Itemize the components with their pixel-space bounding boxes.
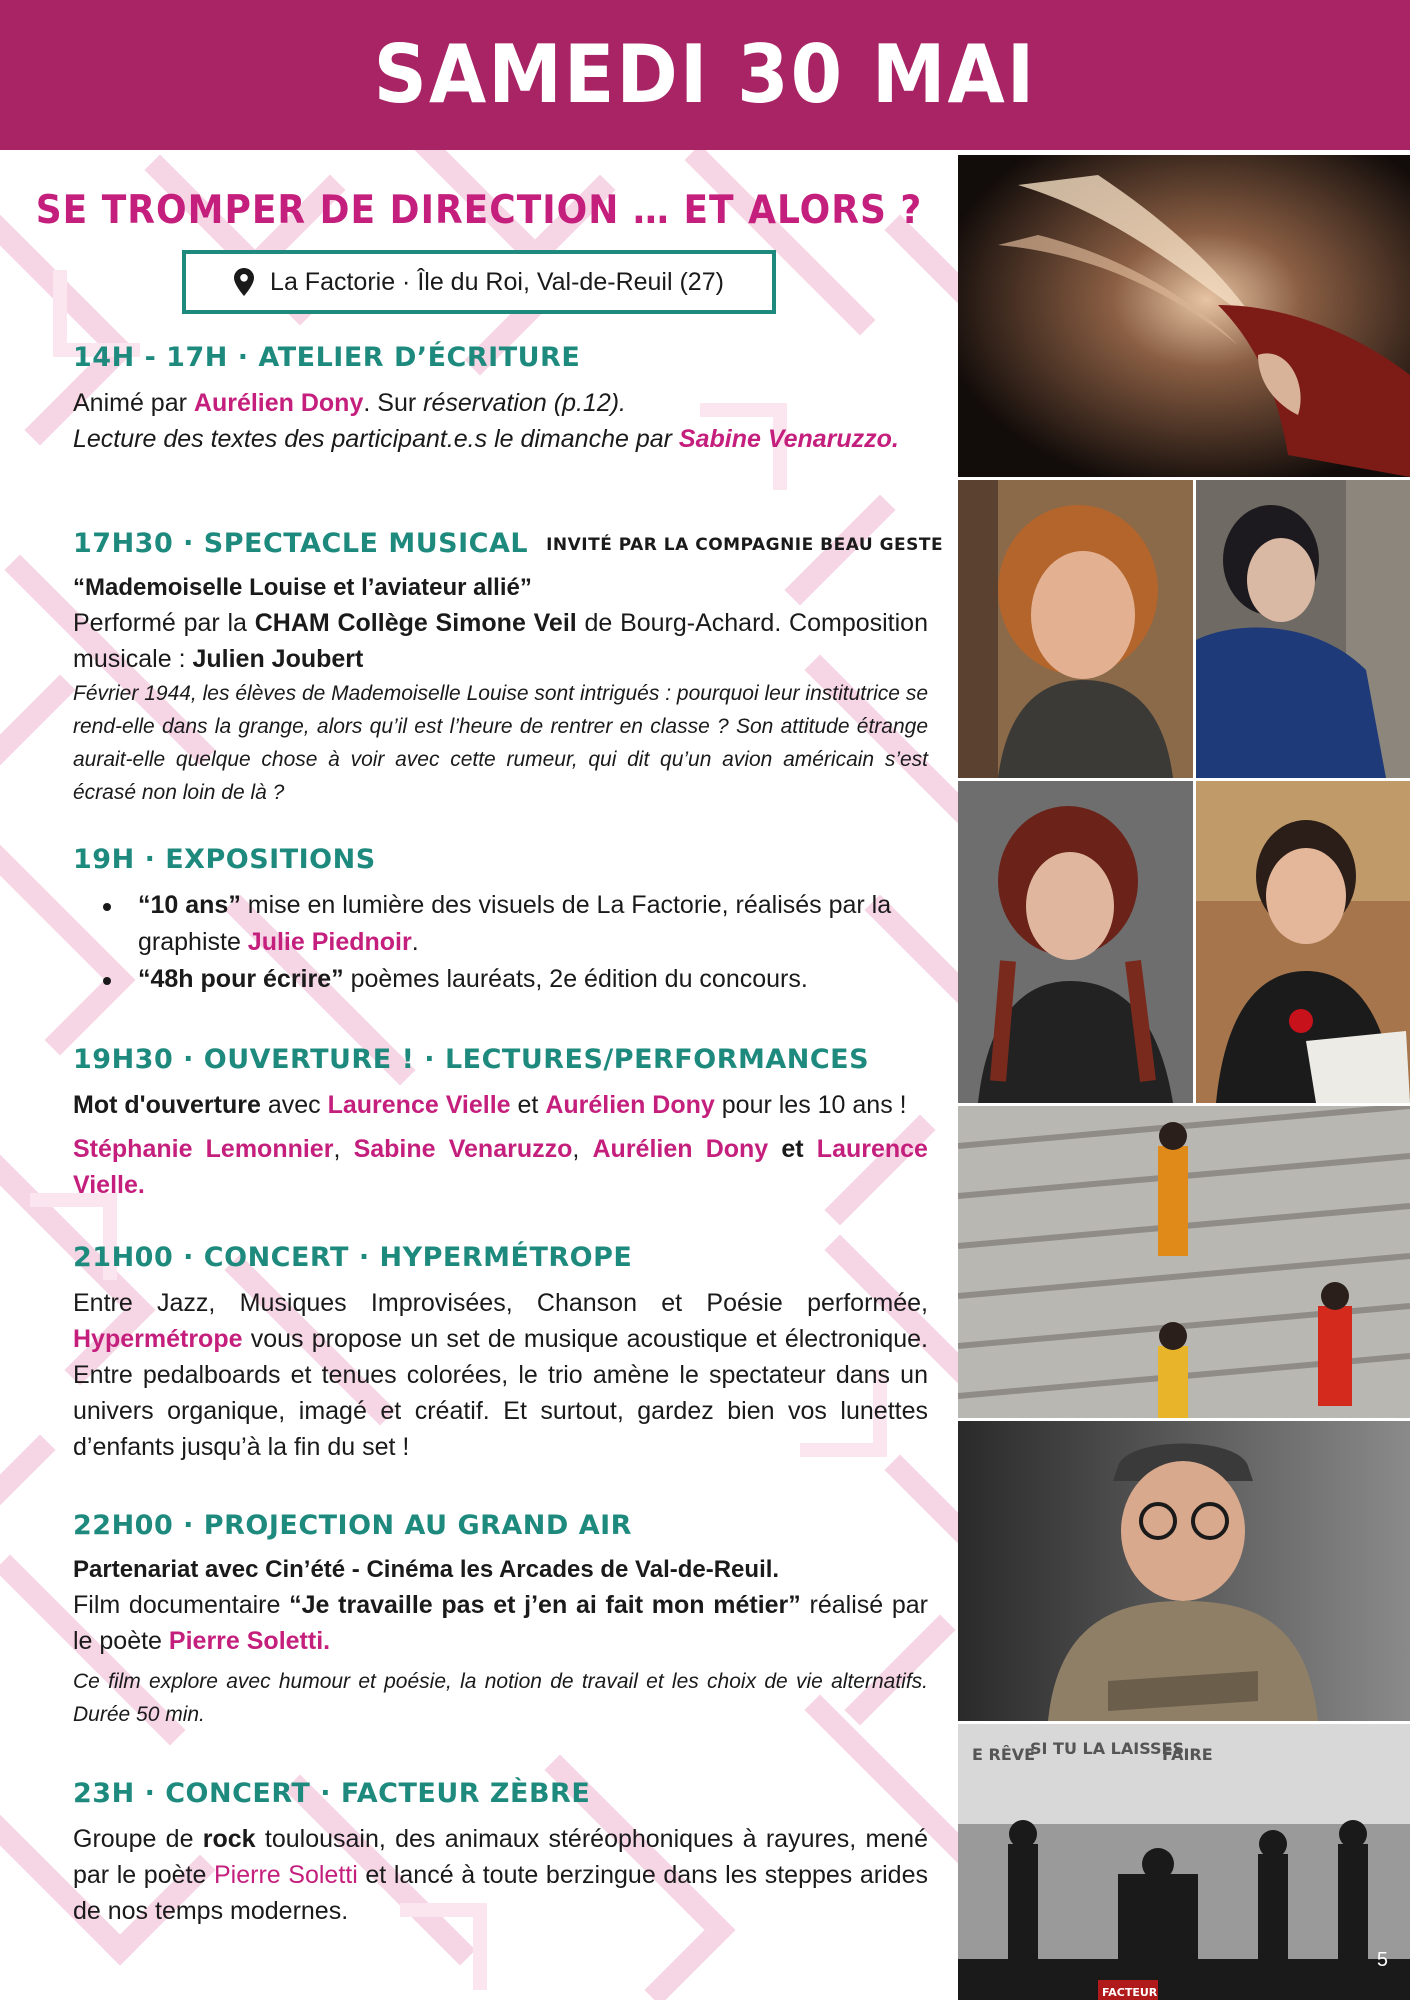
facteur-heading: 23H · CONCERT · FACTEUR ZÈBRE: [73, 1778, 591, 1809]
speaker-name: Laurence Vielle: [327, 1091, 511, 1119]
performer-name: Stéphanie Lemonnier: [73, 1135, 334, 1163]
spectacle-heading: [73, 528, 944, 559]
text-fragment: .: [411, 928, 419, 956]
text-fragment: et: [510, 1091, 546, 1119]
page-ref: (p.12).: [546, 389, 626, 417]
location-pin-icon: [234, 268, 254, 296]
text-fragment: mise en lumière des visuels de La Factorie, réalisés par la graphiste: [138, 891, 892, 956]
photo-column: [958, 155, 1410, 2000]
separator: ,: [572, 1135, 593, 1163]
spectacle-heading-text: 17H30 · SPECTACLE MUSICAL: [73, 528, 529, 559]
reservation-text: réservation: [423, 389, 547, 417]
section-projection: [73, 1510, 928, 1731]
section-expositions: [73, 844, 928, 998]
photo-woman-smiling-book: [1196, 781, 1410, 1103]
performers-list: [73, 1131, 928, 1203]
section-ouverture: [73, 1044, 928, 1203]
ouverture-intro: [73, 1087, 928, 1123]
location-box: [182, 250, 776, 314]
text-fragment: toulousain, des animaux stéréophoniques à rayures, mené par le poète: [73, 1825, 928, 1889]
reading-text: Lecture des textes des participant.e.s le dimanche par: [73, 425, 679, 453]
host-name: Aurélien Dony: [193, 389, 364, 417]
invite-label: INVITÉ PAR LA COMPAGNIE BEAU GESTE: [546, 535, 944, 555]
performer-name: Laurence Vielle.: [73, 1135, 928, 1199]
page-number: 5: [1376, 1949, 1388, 1971]
performer-name: Aurélien Dony: [592, 1135, 769, 1163]
list-item: [73, 961, 928, 998]
atelier-description: [73, 385, 928, 457]
spectacle-description: [73, 605, 928, 677]
film-description: [73, 1587, 928, 1659]
designer-name: Julie Piednoir: [247, 928, 412, 956]
text-fragment: Film documentaire: [73, 1591, 290, 1619]
film-summary: Ce film explore avec humour et poésie, la notion de travail et les choix de vie alternatifs. Durée 50 min.: [73, 1670, 928, 1726]
show-title: “Mademoiselle Louise et l’aviateur allié”: [73, 574, 532, 601]
text-fragment: poèmes lauréats, 2e édition du concours.: [343, 965, 808, 993]
partner-text: Partenariat avec Cin’été - Cinéma les Arcades de Val-de-Reuil.: [73, 1556, 780, 1583]
event-title: SE TROMPER DE DIRECTION … ET ALORS ?: [35, 188, 923, 233]
performer-name: CHAM Collège Simone Veil: [254, 609, 577, 637]
projection-heading: 22H00 · PROJECTION AU GRAND AIR: [73, 1510, 632, 1541]
section-spectacle: [73, 528, 944, 809]
facteur-description: [73, 1821, 928, 1929]
poster-text: SI TU LA LAISSES: [1030, 1739, 1184, 1758]
text-fragment: vous propose un set de musique acoustique et électronique. Entre pedalboards et tenues colorées, le trio amène le spectateur dans un univers organique, imagé et créatif. Et surtout, gardez bien vos lunettes d’enfants jusqu’à la fin du set !: [73, 1325, 928, 1461]
photo-man-curly-hair: [958, 480, 1193, 778]
film-title: “Je travaille pas et j’en ai fait mon métier”: [289, 1591, 801, 1619]
ouverture-heading: 19H30 · OUVERTURE ! · LECTURES/PERFORMANCES: [73, 1044, 870, 1075]
text-fragment: pour les 10 ans !: [714, 1091, 907, 1119]
text-fragment: . Sur: [363, 389, 424, 417]
separator: et: [768, 1135, 817, 1163]
atelier-heading: 14H - 17H · ATELIER D’ÉCRITURE: [73, 342, 581, 373]
section-hypermetrope: [73, 1242, 928, 1465]
director-name: Pierre Soletti.: [168, 1627, 331, 1655]
text-fragment: avec: [260, 1091, 328, 1119]
exhibit-title: “10 ans”: [138, 891, 241, 919]
expositions-heading: 19H · EXPOSITIONS: [73, 844, 376, 875]
text-fragment: Entre Jazz, Musiques Improvisées, Chanson et Poésie performée,: [73, 1289, 928, 1317]
list-item: [73, 887, 928, 961]
separator: ,: [333, 1135, 354, 1163]
page-header: [0, 0, 1410, 150]
location-text: La Factorie · Île du Roi, Val-de-Reuil (27): [270, 267, 724, 296]
poet-name: Pierre Soletti: [213, 1861, 358, 1889]
photo-trio-on-stairs: [958, 1106, 1410, 1418]
section-atelier: [73, 342, 928, 457]
band-name: Hypermétrope: [73, 1325, 243, 1353]
text-fragment: réalisé par le poète: [73, 1591, 929, 1655]
spectacle-synopsis: Février 1944, les élèves de Mademoiselle Louise sont intrigués : pourquoi leur institutrice se rend-elle dans la grange, alors qu’il est l’heure de rentrer en classe ? Son attitude étrange aurait-elle quelque chose à voir avec cette rumeur, qui dit qu’un avion américain s’est écrasé non loin de là ?: [73, 682, 928, 804]
composer-name: Julien Joubert: [192, 645, 364, 673]
speaker-name: Aurélien Dony: [545, 1091, 715, 1119]
page-title: SAMEDI 30 MAI: [373, 28, 1037, 122]
section-facteur-zebre: [73, 1778, 928, 1929]
text-fragment: Groupe de: [73, 1825, 203, 1853]
poster-text: FACTEUR: [1102, 1986, 1158, 1999]
hypermetrope-heading: 21H00 · CONCERT · HYPERMÉTROPE: [73, 1242, 633, 1273]
photo-woman-braids: [958, 781, 1193, 1103]
reader-name: Sabine Venaruzzo.: [678, 425, 899, 453]
poster-text: E RÊVE: [972, 1745, 1036, 1764]
text-fragment: Performé par la: [73, 609, 255, 637]
text-fragment: Animé par: [73, 389, 194, 417]
genre-text: rock: [202, 1825, 256, 1853]
photo-woman-windswept-hair: [958, 155, 1410, 477]
text-fragment: et lancé à toute berzingue dans les steppes arides de nos temps modernes.: [73, 1861, 928, 1925]
expositions-list: [73, 887, 928, 998]
poster-text: FAIRE: [1162, 1745, 1213, 1764]
exhibit-title: “48h pour écrire”: [138, 965, 344, 993]
text-fragment: Mot d'ouverture: [73, 1091, 261, 1119]
photo-band-on-stage-poster: [958, 1724, 1410, 2000]
program-content: [0, 150, 958, 2000]
photo-woman-blue-coat: [1196, 480, 1410, 778]
performer-name: Sabine Venaruzzo: [353, 1135, 573, 1163]
hypermetrope-description: [73, 1285, 928, 1465]
photo-man-glasses-cap: [958, 1421, 1410, 1721]
text-fragment: de Bourg-Achard. Composition musicale :: [73, 609, 928, 673]
